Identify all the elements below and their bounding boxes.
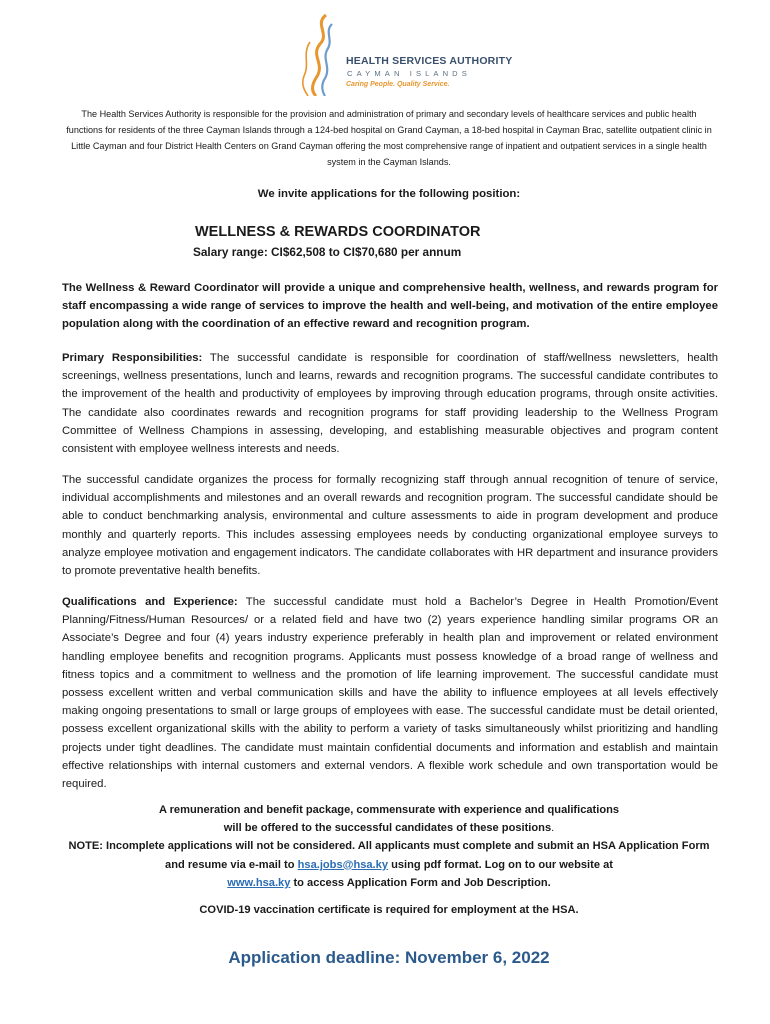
note-part1: NOTE: Incomplete applications will not be considered. All applicants must complete and submit an HSA Application Form and resume via e-mail to [68, 840, 710, 871]
logo-org-name: HEALTH SERVICES AUTHORITY [346, 55, 513, 67]
summary-paragraph: The Wellness & Reward Coordinator will provide a unique and comprehensive health, wellness, and rewards program for staff encompassing a wide range of services to improve the health and well-being, and motivation of the entire employee population along with the coordination of an effective reward and recognition program. [62, 282, 718, 331]
website-link[interactable]: www.hsa.ky [227, 876, 291, 889]
invite-heading: We invite applications for the following position: [257, 188, 521, 200]
qualifications-heading: Qualifications and Experience: [62, 596, 238, 608]
email-link[interactable]: hsa.jobs@hsa.ky [297, 858, 388, 871]
primary-heading: Primary Responsibilities: [62, 352, 203, 364]
note-part3: to access Application Form and Job Description. [293, 876, 551, 889]
primary-responsibilities [62, 349, 718, 458]
qualifications-paragraph [62, 593, 718, 793]
closing-line2-end: . [551, 822, 555, 835]
intro-paragraph: The Health Services Authority is responsible for the provision and administration of primary and secondary levels of healthcare services and public health functions for residents of the three Cayman Islands through a 124-bed hospital on Grand Cayman, a 18-bed hospital in Cayman Brac, satellite outpatient clinic in Little Cayman and four District Health Centers on Grand Cayman offering the most comprehensive range of inpatient and outpatient services in a single health system in the Cayman Islands. [66, 109, 712, 167]
hsa-logo [296, 12, 513, 96]
covid-requirement: COVID-19 vaccination certificate is required for employment at the HSA. [199, 904, 579, 916]
logo-tagline: Caring People. Quality Service. [346, 81, 450, 88]
primary-body: The successful candidate is responsible for coordination of staff/wellness newsletters, health screenings, wellness presentations, lunch and learns, rewards and recognition programs. The successful candidate contributes to the improvement of the health and productivity of employees by improving through education programs, through onsite activities. The candidate also coordinates rewards and recognition programs for staff providing leadership to the Wellness Program Committee of Wellness Champions in assessing, developing, and establishing measurable objectives and program content consistent with employee wellness interests and needs. [62, 352, 719, 456]
salary-range: Salary range: CI$62,508 to CI$70,680 per annum [193, 245, 462, 259]
closing-line2: will be offered to the successful candidates of these positions [223, 822, 552, 835]
logo-location: CAYMAN ISLANDS [347, 69, 471, 78]
closing-line1: A remuneration and benefit package, commensurate with experience and qualifications [158, 804, 620, 816]
closing-block [62, 801, 716, 892]
application-deadline: Application deadline: November 6, 2022 [228, 948, 550, 967]
success-paragraph: The successful candidate organizes the process for formally recognizing staff through annual recognition of tenure of service, individual accomplishments and milestones and an overall rewards and recognition program. The successful candidate should be able to conduct benchmarking analysis, environmental and culture assessments to aide in program development and produce monthly and quarterly reports. This includes assessing employees needs by conducting organizational employee surveys to analyze employee motivation and engagement indicators. The candidate collaborates with HR department and insurance providers to promote preventative health benefits. [62, 474, 718, 578]
hsa-logo-icon [296, 12, 344, 96]
position-title: WELLNESS & REWARDS COORDINATOR [195, 224, 481, 240]
qualifications-body: The successful candidate must hold a Bachelor’s Degree in Health Promotion/Event Planning/Fitness/Human Resources/ or a related field and have two (2) years experience handling similar programs OR an Associate’s Degree and four (4) years industry experience preferably in health plan and improvement or related environment handling employee benefits and recognition programs. Applicants must possess knowledge of a broad range of wellness and fitness topics and a commitment to wellness and the promotion of life learning improvement. The successful candidate must possess excellent written and verbal communication skills and have the ability to influence employees at all levels effectively making ongoing presentations to small or large groups of employees with ease. The successful candidate must be detail oriented, possess excellent organizational skills with the ability to perform a variety of tasks simultaneously whilst prioritizing and handling projects under tight deadlines. The candidate must maintain confidential documents and information and establish and maintain effective relationships with internal customers and external vendors. A flexible work schedule and own transportation would be required. [62, 596, 718, 791]
note-part2: using pdf format. Log on to our website at [391, 858, 613, 871]
